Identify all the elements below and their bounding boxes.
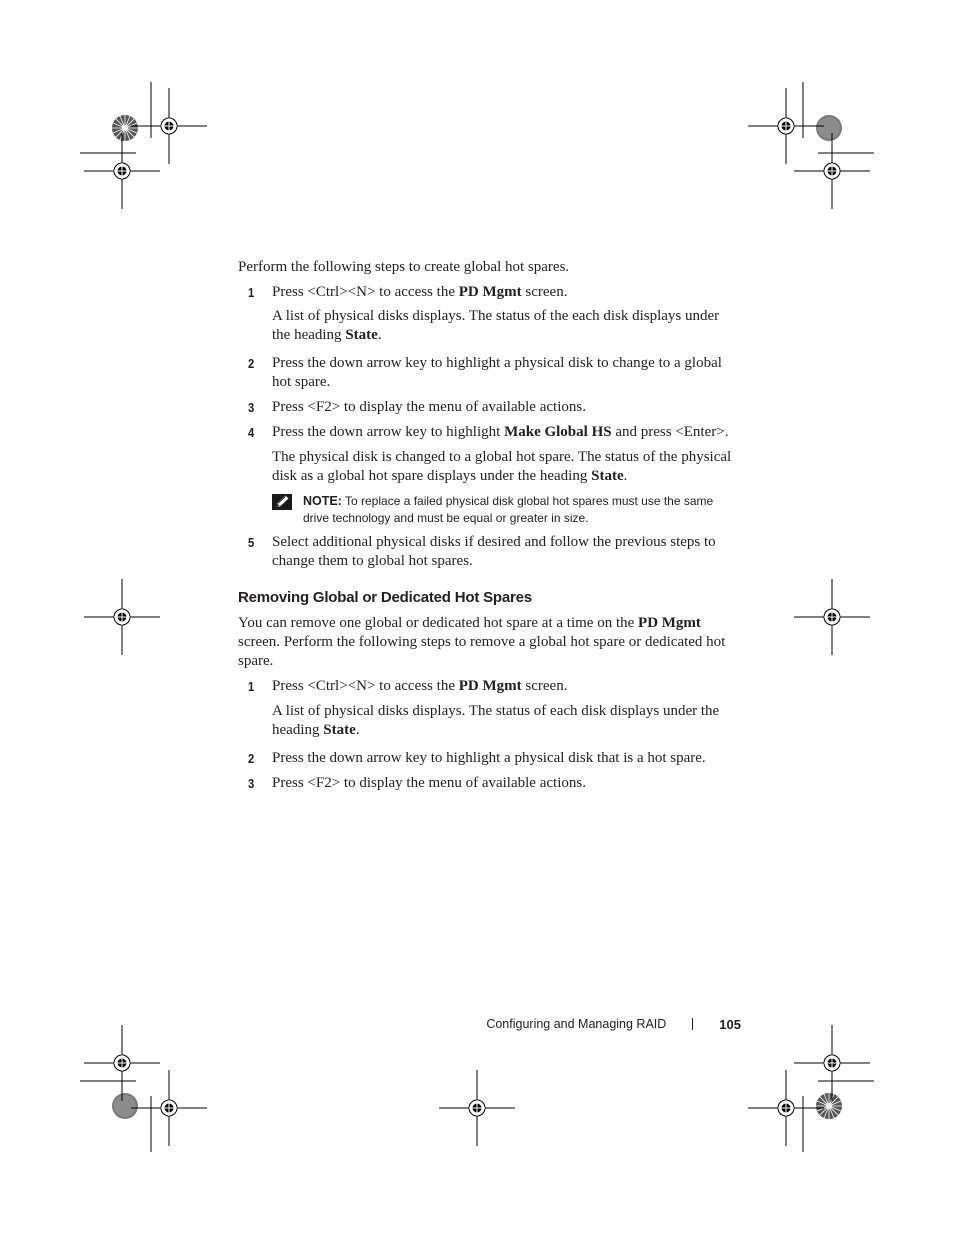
- ui-term: State: [323, 722, 356, 738]
- remove-step-2: 2 Press the down arrow key to highlight a physical disk that is a hot spare.: [238, 749, 738, 768]
- create-step-1-detail: A list of physical disks displays. The status of the each disk displays under the heading State.: [272, 308, 720, 343]
- page-number: 105: [719, 1016, 741, 1032]
- pencil-note-icon: [272, 494, 292, 510]
- remove-step-1-detail: A list of physical disks displays. The status of each disk displays under the heading State.: [272, 703, 720, 738]
- create-step-2: 2 Press the down arrow key to highlight a physical disk to change to a global hot spare.: [248, 355, 722, 390]
- ui-term: State: [591, 468, 624, 484]
- ui-term: PD Mgmt: [458, 284, 522, 300]
- create-step-5: 5 Select additional physical disks if desired and follow the previous steps to change them to global hot spares.: [248, 534, 716, 569]
- step-number: 3: [248, 401, 255, 415]
- ui-term: PD Mgmt: [638, 615, 701, 631]
- create-step-3: 3 Press <F2> to display the menu of available actions.: [238, 398, 738, 417]
- step-number: 2: [248, 752, 255, 766]
- step-number: 4: [248, 426, 255, 440]
- remove-step-1: 1 Press <Ctrl><N> to access the PD Mgmt screen.: [238, 677, 738, 696]
- ui-term: PD Mgmt: [458, 678, 522, 694]
- ui-term: Make Global HS: [504, 424, 612, 440]
- create-step-1: 1 Press <Ctrl><N> to access the PD Mgmt screen.: [238, 283, 738, 302]
- remove-intro-paragraph: You can remove one global or dedicated hot spare at a time on the PD Mgmt screen. Perform the following steps to remove a global hot spare or dedicated hot spare.: [238, 615, 726, 669]
- step-number: 3: [248, 777, 255, 791]
- remove-step-3: 3 Press <F2> to display the menu of available actions.: [238, 774, 738, 793]
- page-footer: [486, 1015, 741, 1033]
- create-step-4-detail: The physical disk is changed to a global hot spare. The status of the physical disk as a global hot spare displays under the heading State.: [272, 449, 732, 484]
- section-heading: Removing Global or Dedicated Hot Spares: [238, 589, 532, 606]
- note-callout: [238, 493, 738, 527]
- note-text: To replace a failed physical disk global hot spares must use the same drive technology and must be equal or greater in size.: [303, 494, 714, 525]
- step-number: 2: [248, 357, 255, 371]
- note-label: NOTE:: [303, 494, 342, 508]
- step-number: 5: [248, 536, 255, 550]
- footer-separator: [692, 1018, 693, 1030]
- page-body: [238, 258, 738, 793]
- create-step-4: 4 Press the down arrow key to highlight Make Global HS and press <Enter>.: [238, 423, 738, 442]
- ui-term: State: [345, 327, 378, 343]
- intro-paragraph: Perform the following steps to create global hot spares.: [238, 259, 570, 275]
- step-number: 1: [248, 286, 255, 300]
- chapter-title: Configuring and Managing RAID: [486, 1017, 667, 1031]
- step-number: 1: [248, 680, 255, 694]
